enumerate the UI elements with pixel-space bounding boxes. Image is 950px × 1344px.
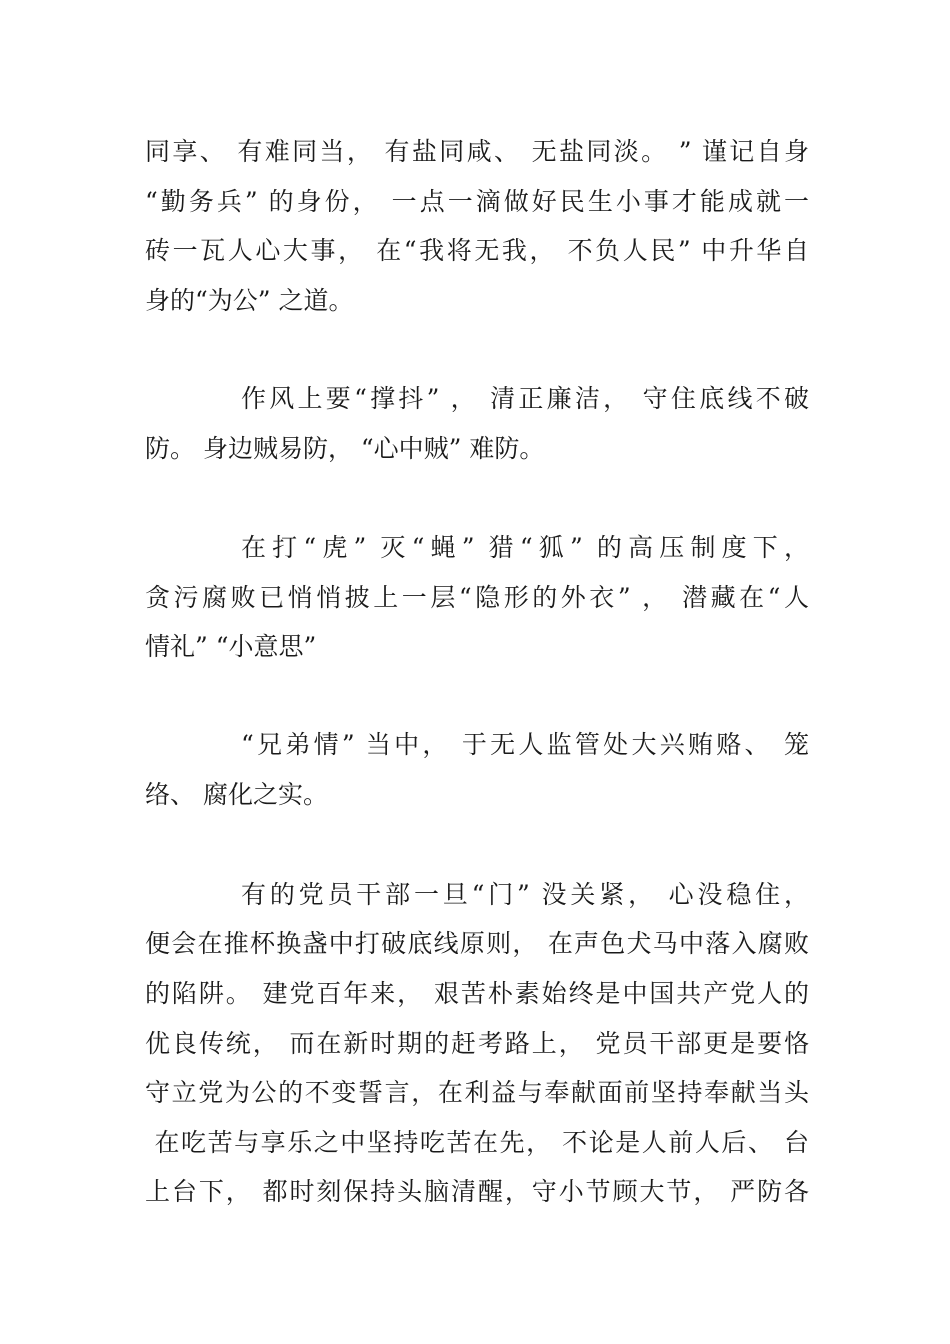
text-line: 上台下， 都时刻保持头脑清醒，守小节顾大节， 严防各 xyxy=(145,1177,809,1206)
text-line: 在打“虎” 灭“蝇” 猎“狐” 的高压制度下， xyxy=(241,533,809,562)
text-line: 情礼” “小意思” xyxy=(145,632,317,661)
text-line: 同享、 有难同当， 有盐同咸、 无盐同淡。 ” 谨记自身 xyxy=(145,137,809,166)
text-line: 守立党为公的不变誓言，在利益与奉献面前坚持奉献当头 xyxy=(145,1078,809,1107)
text-line: 优良传统， 而在新时期的赶考路上， 党员干部更是要恪 xyxy=(145,1029,809,1058)
text-line: 防。 身边贼易防， “心中贼” 难防。 xyxy=(145,434,545,463)
text-line: 在吃苦与享乐之中坚持吃苦在先， 不论是人前人后、 台 xyxy=(145,1128,809,1157)
text-line: 有的党员干部一旦“门” 没关紧， 心没稳住， xyxy=(241,880,809,909)
text-line: “兄弟情” 当中， 于无人监管处大兴贿赂、 笼 xyxy=(241,730,809,759)
text-line: 作风上要“撑抖” ， 清正廉洁， 守住底线不破 xyxy=(241,384,809,413)
text-line: 贪污腐败已悄悄披上一层“隐形的外衣” ， 潜藏在“人 xyxy=(145,583,809,612)
text-line: 的陷阱。 建党百年来， 艰苦朴素始终是中国共产党人的 xyxy=(145,979,809,1008)
text-line: 身的“为公” 之道。 xyxy=(145,286,354,315)
text-line: “勤务兵” 的身份， 一点一滴做好民生小事才能成就一 xyxy=(145,187,809,216)
text-line: 便会在推杯换盏中打破底线原则， 在声色犬马中落入腐败 xyxy=(145,929,809,958)
text-line: 砖一瓦人心大事， 在“我将无我， 不负人民” 中升华自 xyxy=(145,236,809,265)
text-line: 络、 腐化之实。 xyxy=(145,780,328,809)
